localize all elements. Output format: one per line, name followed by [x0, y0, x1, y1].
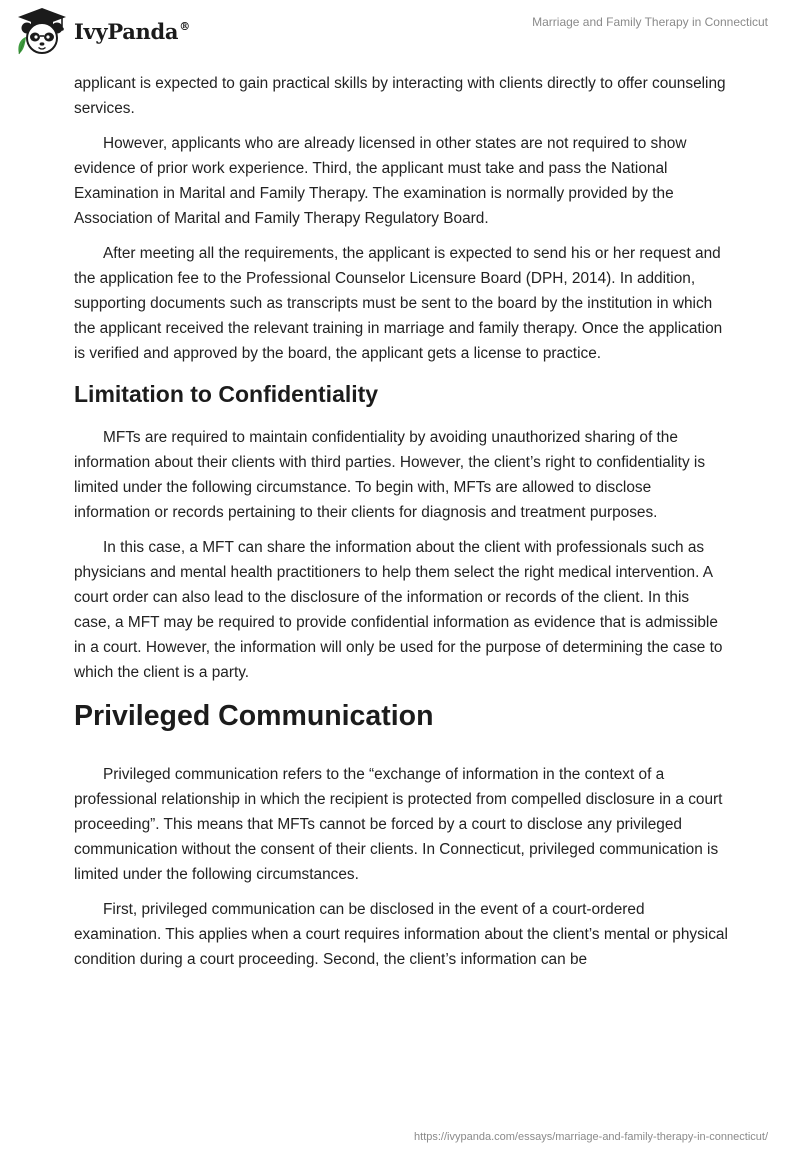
paragraph: applicant is expected to gain practical skills by interacting with clients directly to offer counseling services. [74, 75, 726, 117]
document-title: Marriage and Family Therapy in Connecticut [532, 15, 768, 29]
paragraph: After meeting all the requirements, the applicant is expected to send his or her request and the application fee to the Professional Counselor Licensure Board (DPH, 2014). In addition, supporting documents such as transcripts must be sent to the board by the institution in which the applicant received the relevant training in marriage and family therapy. Once the application is verified and approved by the board, the applicant gets a license to practice. [74, 245, 723, 362]
source-url-link[interactable]: https://ivypanda.com/essays/marriage-and-family-therapy-in-connecticut/ [414, 1131, 768, 1143]
main-heading: Privileged Communication [74, 700, 434, 732]
paragraph: MFTs are required to maintain confidentiality by avoiding unauthorized sharing of the information about their clients with third parties. However, the client’s right to confidentiality is limited under the following circumstance. To begin with, MFTs are allowed to disclose information or records pertaining to their clients for diagnosis and treatment purposes. [74, 429, 706, 521]
page-header [0, 0, 800, 60]
ivypanda-logo[interactable] [14, 6, 190, 56]
registered-mark: ® [179, 19, 190, 33]
essay-content [74, 71, 730, 982]
logo-text: IvyPanda® [74, 18, 190, 44]
paragraph: Privileged communication refers to the “exchange of information in the context of a professional relationship in which the recipient is protected from compelled disclosure in a court proceeding”. This means that MFTs cannot be forced by a court to disclose any privileged communication without the consent of their clients. In Connecticut, privileged communication is limited under the following circumstances. [74, 766, 723, 883]
paragraph: However, applicants who are already licensed in other states are not required to show evidence of prior work experience. Third, the applicant must take and pass the National Examination in Marital and Family Therapy. The examination is normally provided by the Association of Marital and Family Therapy Regulatory Board. [74, 135, 687, 227]
paragraph: In this case, a MFT can share the information about the client with professionals such as physicians and mental health practitioners to help them select the right medical intervention. A court order can also lead to the disclosure of the information or records of the client. In this case, a MFT may be required to provide confidential information as evidence that is admissible in a court. However, the information will only be used for the purpose of determining the case to which the client is a party. [74, 539, 723, 681]
panda-graduate-logo-icon [14, 6, 70, 56]
paragraph: First, privileged communication can be disclosed in the event of a court-ordered examination. This applies when a court requires information about the client’s mental or physical condition during a court proceeding. Second, the client’s information can be [74, 901, 728, 968]
section-heading: Limitation to Confidentiality [74, 381, 379, 407]
